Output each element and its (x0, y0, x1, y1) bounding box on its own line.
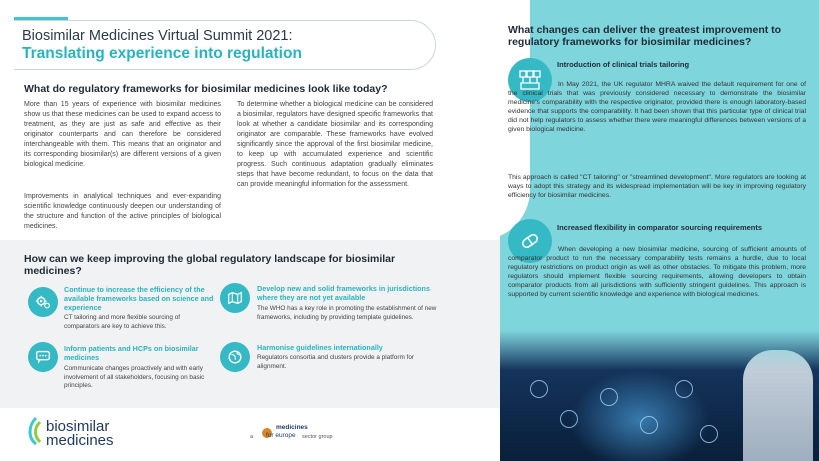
item4-title: Harmonise guidelines internationally (257, 343, 383, 352)
block2-title: Increased flexibility in comparator sourcing requirements (557, 223, 763, 232)
photo-document-icon (675, 380, 693, 398)
item1-title: Continue to increase the efficiency of the available frameworks based on science and experience (64, 285, 214, 312)
photo-flask-icon (530, 380, 548, 398)
item3-title: Inform patients and HCPs on biosimilar medicines (64, 344, 199, 362)
section1-col1-para1: More than 15 years of experience with biosimilar medicines show us that these medicines can be used to expand access to treatment, as they are just as safe and effective as their originator counterparts and can therefore be considered interchangeable with them. This means that an originator and its corresponding biosimilar(s) are different versions of a given biological medicine. (24, 101, 221, 168)
block2-para1: When developing a new biosimilar medicine, sourcing of sufficient amounts of comparator product to run the necessary comparability tests remains a hurdle, due to local regulatory restrictions on product origin as well as other obstacles. To mitigate this problem, more regulators should implement flexible sourcing requirements, allowing developers to obtain comparator products from all jurisdictions with sufficiently stringent guidelines. This approach is supported by current scientific knowledge and experience with biological medicines. (508, 246, 806, 299)
mfe-sector-group: sector group (302, 434, 333, 440)
block1-para2: This approach is called "CT tailoring" or "streamlined development". More regulators are looking at ways to adopt this strategy and its widespread implementation will be key in improving regulatory efficiency for biosimilar medicines. (508, 174, 806, 200)
logo-text-line1: biosimilar (46, 418, 110, 435)
photo-building-icon (640, 416, 658, 434)
photo-fade (500, 330, 819, 370)
map-icon (220, 283, 250, 313)
item2-body: The WHO has a key role in promoting the establishment of new frameworks, including by providing template guidelines. (257, 305, 437, 321)
section1-col2-para1: To determine whether a biological medicine can be considered a biosimilar, regulators have designed specific frameworks that look at whether a candidate biosimilar and its corresponding originator are comparable. These frameworks have evolved significantly since the approval of the first biosimilar medicine, to keep up with accumulated experience and scientific progress. Such continuous adaptation gradually eliminates steps that have become redundant, to focus on the data that can provide meaningful information for the assessment. (237, 101, 433, 188)
item2-title: Develop new and solid frameworks in jurisdictions where they are not yet available (257, 284, 430, 302)
mfe-medicines: medicines (276, 424, 308, 431)
item1-body: CT tailoring and more flexible sourcing of comparators are key to achieve this. (64, 314, 181, 330)
section1-col1-para2: Improvements in analytical techniques and ever-expanding scientific knowledge continuously deepen our understanding of the structure and function of the active principles of biological medicines. (24, 193, 221, 230)
summit-subtitle: Translating experience into regulation (22, 45, 302, 62)
logo-text-line2: medicines (46, 432, 114, 449)
chat-icon (28, 342, 58, 372)
mfe-prefix: a (250, 434, 254, 440)
photo-atom-icon (560, 410, 578, 428)
biosimilar-logo-icon (24, 416, 48, 446)
mfe-for-europe: for europe (266, 432, 296, 439)
globe-icon (220, 342, 250, 372)
biotech-photo (500, 330, 819, 461)
item3-body: Communicate changes proactively and with early involvement of all stakeholders, focusing on basic principles. (64, 365, 205, 390)
photo-dna-icon (700, 425, 718, 443)
gears-icon (28, 287, 58, 317)
photo-scale-icon (600, 388, 618, 406)
summit-title: Biosimilar Medicines Virtual Summit 2021: (22, 28, 293, 44)
section1-heading: What do regulatory frameworks for biosimilar medicines look like today? (24, 83, 388, 95)
item4-body: Regulators consortia and clusters provide a platform for alignment. (257, 354, 415, 370)
block1-para1: In May 2021, the UK regulator MHRA waived the default requirement for one of the clinical trials that was previously considered necessary to demonstrate the biosimilar medicine's comparability with the respective originator, provided there is enough laboratory-based evidence that supports the comparability. It had been shown that this particular type of clinical trial did not help regulators to assess whether there were meaningful differences between versions of a given biological medicine. (508, 81, 806, 134)
block1-title: Introduction of clinical trials tailoring (557, 60, 690, 69)
section2-heading: How can we keep improving the global regulatory landscape for biosimilar medicines? (24, 253, 396, 277)
right-heading: What changes can deliver the greatest improvement to regulatory frameworks for biosimilar medicines? (508, 24, 782, 48)
